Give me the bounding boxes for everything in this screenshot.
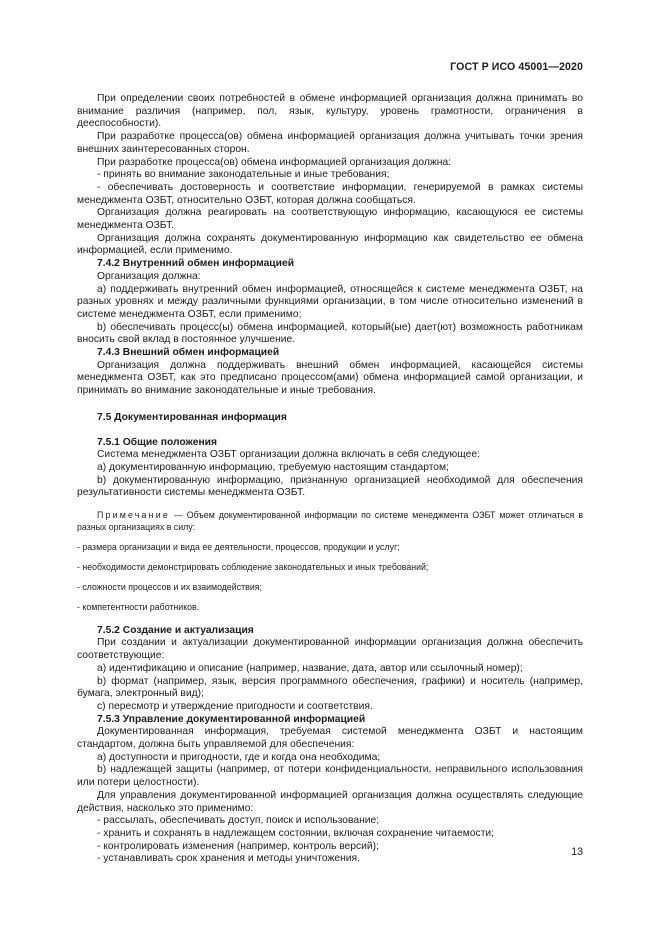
list-item: - обеспечивать достоверность и соответствие информации, генерируемой в рамках системы менеджмента ОЗБТ, относительно ОЗБТ, которая должна сообщаться.	[77, 181, 583, 206]
section-heading-7-5-2: 7.5.2 Создание и актуализация	[97, 624, 254, 636]
note-item: - необходимости демонстрировать соблюдение законодательных и иных требований;	[77, 561, 429, 572]
paragraph: Система менеджмента ОЗБТ организации должна включать в себя следующее:	[97, 449, 480, 461]
list-item: - контролировать изменения (например, контроль версий);	[97, 840, 379, 852]
list-item: a) идентификацию и описание (например, название, дата, автор или ссылочный номер);	[97, 662, 523, 674]
list-item: a) поддерживать внутренний обмен информацией, относящейся к системе менеджмента ОЗБТ, на разных уровнях и между различными функциями организации, в том числе относительно изменений в системе менеджмента ОЗБТ, если применимо;	[77, 283, 583, 320]
paragraph: Организация должна:	[97, 270, 201, 282]
section-heading-7-4-3: 7.4.3 Внешний обмен информацией	[97, 347, 280, 359]
note-label: Примечание	[97, 510, 170, 521]
list-item: - рассылать, обеспечивать доступ, поиск и использование;	[97, 815, 380, 827]
note-item: - размера организации и вида ее деятельности, процессов, продукции и услуг;	[77, 541, 400, 552]
section-heading-7-5-1: 7.5.1 Общие положения	[97, 436, 217, 448]
section-heading-7-5: 7.5 Документированная информация	[97, 411, 287, 423]
section-heading-7-4-2: 7.4.2 Внутренний обмен информацией	[97, 258, 295, 270]
paragraph: Документированная информация, требуемая системой менеджмента ОЗБТ и настоящим стандартом, должна быть управляемой для обеспечения:	[77, 726, 583, 751]
paragraph: При определении своих потребностей в обмене информацией организация должна принимать во внимание различия (например, пол, язык, культуру, уровень грамотности, ограничения в дееспособности).	[77, 93, 583, 130]
document-body	[77, 93, 583, 866]
section-heading-7-5-3: 7.5.3 Управление документированной информацией	[97, 713, 366, 725]
note-item: - компетентности работников.	[77, 602, 200, 613]
document-header: ГОСТ Р ИСО 45001—2020	[450, 61, 583, 73]
paragraph: При разработке процесса(ов) обмена информацией организация должна:	[97, 156, 452, 168]
list-item: - устанавливать срок хранения и методы уничтожения.	[97, 853, 360, 865]
paragraph: Организация должна сохранять документированную информацию как свидетельство ее обмена информацией, если применимо.	[77, 232, 583, 257]
paragraph: Организация должна поддерживать внешний обмен информацией, касающейся системы менеджмента ОЗБТ, как это предписано процессом(ами) обмена информацией самой организации, и принимать во внимание законодательные и иные требования.	[77, 359, 583, 397]
list-item: b) обеспечивать процесс(ы) обмена информацией, который(ые) дает(ют) возможность работникам вносить свой вклад в постоянное улучшение.	[77, 321, 583, 346]
list-item: b) документированную информацию, признанную организацией необходимой для обеспечения результативности системы менеджмента ОЗБТ.	[77, 474, 583, 499]
note-body: — Объем документированной информации по системе менеджмента ОЗБТ может отличаться в разных организациях в силу:	[77, 510, 583, 532]
list-item: a) документированную информацию, требуемую настоящим стандартом;	[97, 461, 449, 473]
paragraph: При разработке процесса(ов) обмена информацией организация должна учитывать точки зрения внешних заинтересованных сторон.	[77, 131, 583, 155]
paragraph: Организация должна реагировать на соответствующую информацию, касающуюся ее системы менеджмента ОЗБТ.	[77, 207, 583, 232]
note-item: - сложности процессов и их взаимодействия;	[77, 582, 262, 593]
note-block	[77, 510, 583, 614]
list-item: a) доступности и пригодности, где и когда она необходима;	[97, 751, 381, 763]
list-item: b) надлежащей защиты (например, от потери конфиденциальности, неправильного использования или потери целостности).	[77, 764, 583, 789]
list-item: b) формат (например, язык, версия программного обеспечения, графики) и носитель (например, бумага, электронный вид);	[77, 675, 583, 700]
paragraph: Для управления документированной информацией организация должна осуществлять следующие действия, насколько это применимо:	[77, 789, 583, 814]
paragraph: При создании и актуализации документированной информации организация должна обеспечить соответствующие:	[77, 637, 583, 662]
page-number: 13	[571, 846, 583, 858]
note-text	[77, 510, 583, 533]
list-item: - принять во внимание законодательные и иные требования;	[97, 169, 390, 181]
list-item: - хранить и сохранять в надлежащем состоянии, включая сохранение читаемости;	[97, 827, 495, 839]
list-item: c) пересмотр и утверждение пригодности и соответствия.	[97, 700, 373, 712]
